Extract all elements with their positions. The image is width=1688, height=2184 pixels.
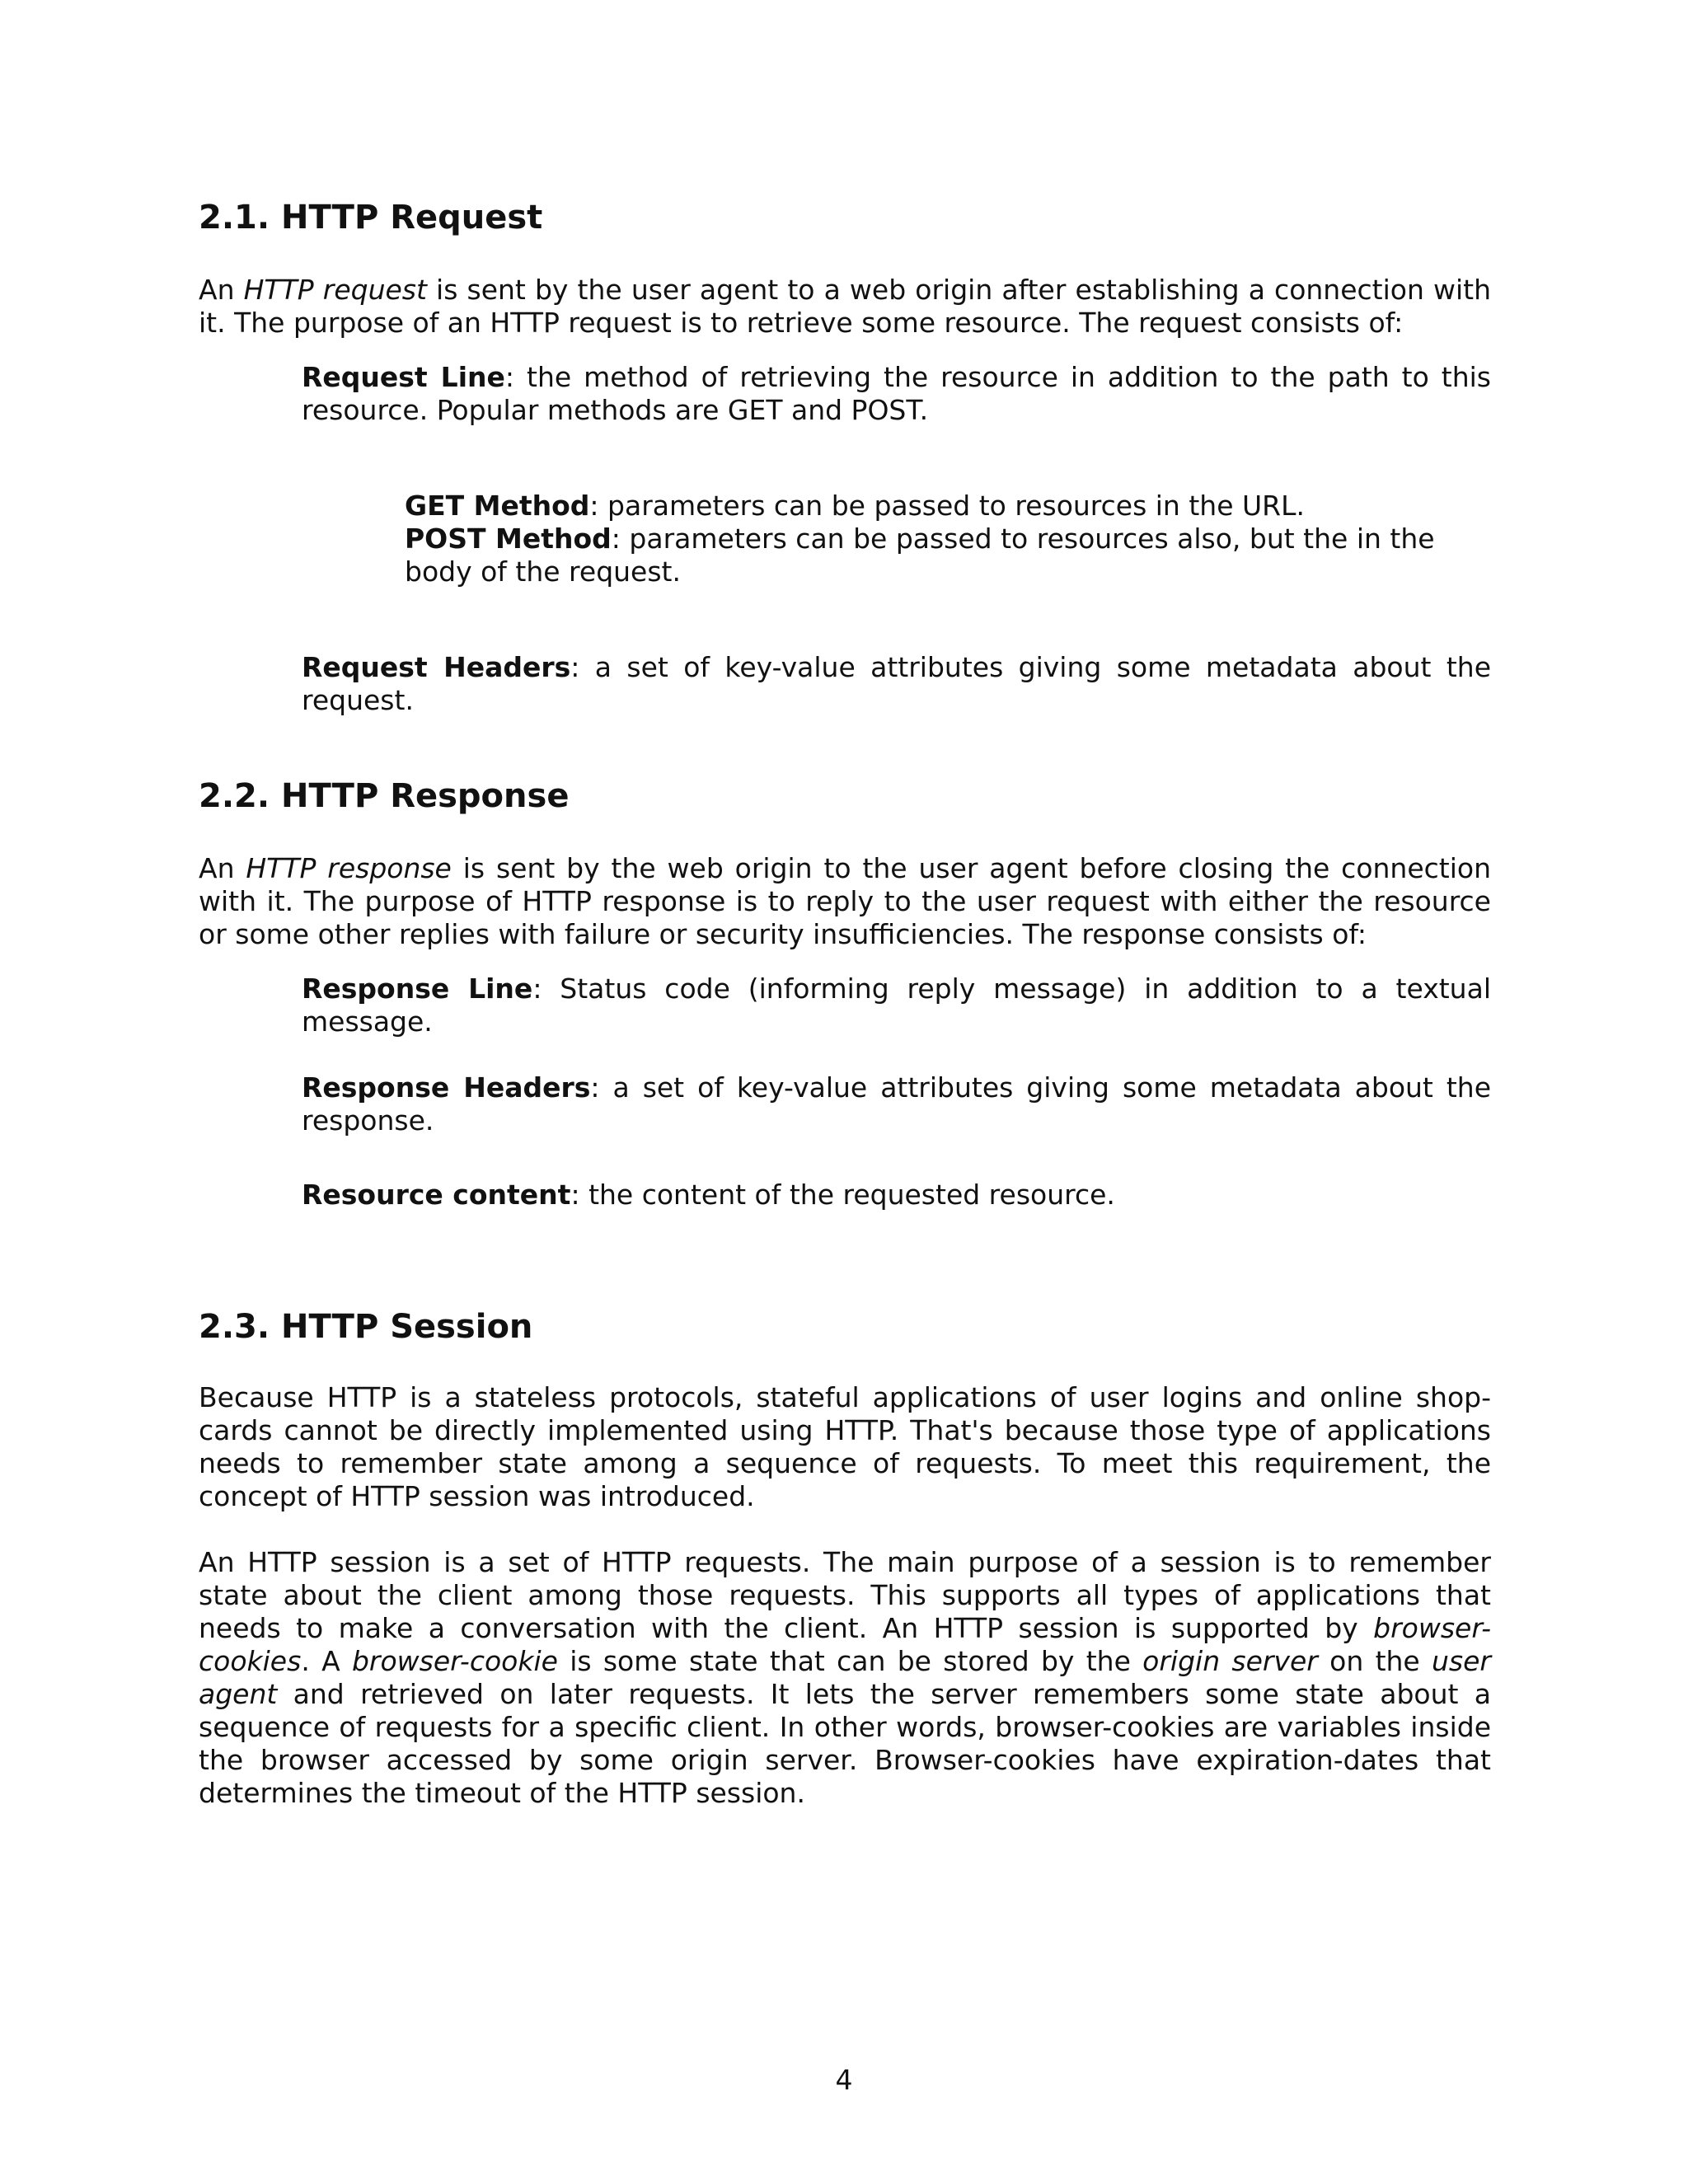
get-method-item: GET Method: parameters can be passed to resources in the URL.	[405, 490, 1305, 522]
http-request-intro: An HTTP request is sent by the user agent to a web origin after establishing a connection with it. The purpose of an HTTP request is to retrieve some resource. The request consists of:	[199, 274, 1492, 339]
term-response-headers: Response Headers	[302, 1071, 591, 1104]
resource-content-item: Resource content: the content of the requested resource.	[302, 1179, 1115, 1211]
page-number: 4	[835, 2064, 853, 2096]
request-line-item: Request Line: the method of retrieving the resource in addition to the path to this resource. Popular methods are GET and POST.	[302, 361, 1491, 426]
term-get-method: GET Method	[405, 490, 590, 522]
section-heading-http-session: 2.3. HTTP Session	[199, 1308, 533, 1346]
response-headers-item: Response Headers: a set of key-value attributes giving some metadata about the response.	[302, 1071, 1491, 1137]
http-session-paragraph-1: Because HTTP is a stateless protocols, stateful applications of user logins and online shop-cards cannot be directly implemented using HTTP. That's because those type of applications needs to remember state among a sequence of requests. To meet this requirement, the concept of HTTP session was introduced.	[199, 1381, 1491, 1512]
term-user-agent: user agent	[199, 1645, 1491, 1710]
section-heading-http-response: 2.2. HTTP Response	[199, 777, 570, 815]
term-origin-server: origin server	[1142, 1645, 1318, 1677]
http-response-intro: An HTTP response is sent by the web origin to the user agent before closing the connection with it. The purpose of HTTP response is to reply to the user request with either the resource or some other replies with failure or security insufficiencies. The response consists of:	[199, 852, 1491, 950]
term-request-headers: Request Headers	[302, 651, 571, 683]
term-browser-cookies: browser-cookies	[199, 1612, 1491, 1677]
term-http-response: HTTP response	[246, 852, 452, 884]
request-headers-item: Request Headers: a set of key-value attributes giving some metadata about the request.	[302, 651, 1491, 716]
term-post-method: POST Method	[405, 523, 612, 555]
term-request-line: Request Line	[302, 361, 505, 393]
term-http-request: HTTP request	[243, 274, 427, 306]
section-heading-http-request: 2.1. HTTP Request	[199, 199, 543, 237]
term-browser-cookie: browser-cookie	[351, 1645, 558, 1677]
http-session-paragraph-2: An HTTP session is a set of HTTP requests. The main purpose of a session is to remember state about the client among those requests. This supports all types of applications that needs to make a conversation with the client. An HTTP session is supported by browser-cookies. A browser-cookie is some state that can be stored by the origin server on the user agent and retrieved on later requests. It lets the server remembers some state about a sequence of requests for a specific client. In other words, browser-cookies are variables inside the browser accessed by some origin server. Browser-cookies have expiration-dates that determines the timeout of the HTTP session.	[199, 1546, 1491, 1809]
term-response-line: Response Line	[302, 972, 533, 1005]
response-line-item: Response Line: Status code (informing reply message) in addition to a textual message.	[302, 972, 1491, 1038]
post-method-item: POST Method: parameters can be passed to resources also, but the in the body of the request.	[405, 523, 1435, 588]
term-resource-content: Resource content	[302, 1179, 571, 1211]
